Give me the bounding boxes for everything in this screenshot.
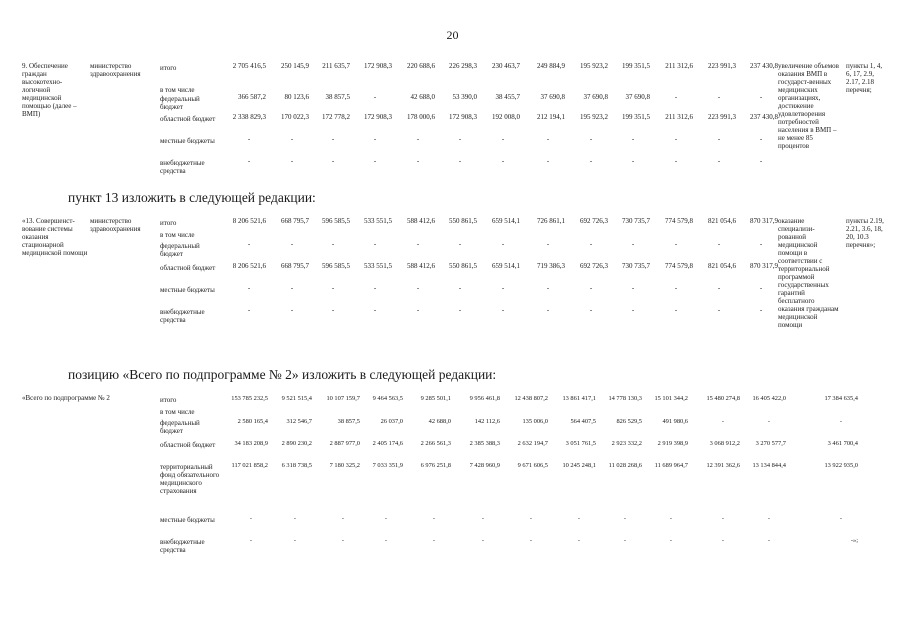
section9-cell: 37 690,8 [540, 93, 565, 101]
section9-cell: 38 857,5 [325, 93, 350, 101]
total-cell: 6 318 738,5 [281, 462, 312, 469]
total-cell: 17 384 635,4 [824, 395, 858, 402]
total-cell: 26 037,0 [380, 418, 403, 425]
section13-name: «13. Совершенст-вование системы оказания стационарной медицинской помощи [22, 217, 88, 257]
total-cell: 2 890 230,2 [281, 440, 312, 447]
section9-cell: 42 688,0 [410, 93, 435, 101]
total-cell: 11 028 268,6 [608, 462, 642, 469]
section9-cell: 212 194,1 [537, 113, 565, 121]
section13-cell: 588 412,6 [407, 262, 435, 270]
total-cell: 13 861 417,1 [562, 395, 596, 402]
section13-row-label: итого [160, 219, 177, 227]
total-cell: 142 112,6 [474, 418, 500, 425]
section9-cell: 226 298,3 [449, 62, 477, 70]
section13-cell: - [546, 284, 550, 292]
section13-cell: - [717, 240, 721, 248]
section13-cell: 730 735,7 [622, 262, 650, 270]
total-cell: 12 391 362,6 [706, 462, 740, 469]
section13-cell: - [631, 240, 635, 248]
section13-cell: - [759, 240, 763, 248]
section13-cell: - [331, 240, 335, 248]
total-cell: 3 051 761,5 [565, 440, 596, 447]
total-cell: 9 521 515,4 [281, 395, 312, 402]
section9-cell: 237 430,8 [750, 113, 778, 121]
total-cell: 2 919 398,9 [657, 440, 688, 447]
section13-cell: - [674, 306, 678, 314]
section9-cell: - [458, 157, 462, 165]
section9-cell: - [373, 93, 377, 101]
section13-result: оказание специализи-рованной медицинской помощи в соответствии с территориальной программой государственных гарантий бесплатного оказания гражданам медицинской помощи [778, 217, 839, 329]
section13-points: пункты 2.19, 2.21, 3.6, 18, 20, 10.3 перечня»; [846, 217, 884, 249]
section13-cell: 659 514,1 [492, 217, 520, 225]
section13-cell: 588 412,6 [407, 217, 435, 225]
section13-cell: - [373, 306, 377, 314]
section13-cell: 533 551,5 [364, 217, 392, 225]
section13-cell: - [717, 306, 721, 314]
section13-cell: 774 579,8 [665, 262, 693, 270]
section9-cell: 38 455,7 [495, 93, 520, 101]
section9-row-label: областной бюджет [160, 115, 216, 123]
section9-executor: министерство здравоохранения [90, 62, 141, 78]
section13-cell: 719 386,3 [537, 262, 565, 270]
section13-cell: - [589, 284, 593, 292]
total-cell: - [432, 515, 436, 522]
section13-cell: - [416, 284, 420, 292]
section13-cell: - [247, 240, 251, 248]
section13-cell: - [373, 240, 377, 248]
section9-cell: 199 351,5 [622, 62, 650, 70]
section13-cell: 870 317,9 [750, 217, 778, 225]
total-cell: - [623, 515, 627, 522]
section13-cell: - [759, 284, 763, 292]
section9-cell: 230 463,7 [492, 62, 520, 70]
total-row-label: областной бюджет [160, 441, 216, 449]
section9-cell: 366 587,2 [238, 93, 266, 101]
total-cell: - [481, 515, 485, 522]
section13-cell: 596 585,5 [322, 217, 350, 225]
total-cell: 2 887 977,0 [329, 440, 360, 447]
total-cell: - [529, 537, 533, 544]
total-cell: 10 245 248,1 [562, 462, 596, 469]
total-cell: - [293, 537, 297, 544]
total-cell: - [577, 515, 581, 522]
total-row-label: итого [160, 396, 177, 404]
section9-cell: 37 690,8 [583, 93, 608, 101]
section13-cell: - [290, 240, 294, 248]
section13-cell: 550 861,5 [449, 262, 477, 270]
section9-result: увеличение объемов оказания ВМП в государст-венных медицинских организациях, достижение удовлетворения потребностей населения в ВМП – не менее 85 процентов [778, 62, 839, 150]
section9-cell: - [416, 135, 420, 143]
heading-point-13: пункт 13 изложить в следующей редакции: [68, 190, 316, 205]
section13-cell: - [290, 284, 294, 292]
section13-cell: 550 861,5 [449, 217, 477, 225]
section9-cell: - [759, 135, 763, 143]
total-cell: - [384, 515, 388, 522]
section9-cell: 192 008,0 [492, 113, 520, 121]
section13-executor: министерство здравоохранения [90, 217, 141, 233]
section13-cell: - [501, 284, 505, 292]
section13-cell: - [674, 284, 678, 292]
total-cell: 13 922 935,0 [824, 462, 858, 469]
section9-cell: - [458, 135, 462, 143]
section9-cell: - [331, 135, 335, 143]
section9-cell: 172 908,3 [364, 62, 392, 70]
section13-cell: - [458, 284, 462, 292]
section9-cell: - [247, 157, 251, 165]
total-row-label: в том числе [160, 408, 195, 416]
section9-row-label: местные бюджеты [160, 137, 215, 145]
section9-cell: - [546, 135, 550, 143]
section9-cell: - [759, 93, 763, 101]
section13-cell: 821 054,6 [708, 217, 736, 225]
total-cell: 34 183 208,9 [234, 440, 268, 447]
section9-cell: - [373, 135, 377, 143]
section9-cell: - [546, 157, 550, 165]
section9-cell: - [589, 157, 593, 165]
total-cell: - [721, 537, 725, 544]
total-cell: - [341, 515, 345, 522]
total-cell: 3 270 577,7 [755, 440, 786, 447]
section9-cell: 80 123,6 [284, 93, 309, 101]
total-name: «Всего по подпрограмме № 2 [22, 394, 110, 402]
total-cell: - [432, 537, 436, 544]
section9-cell: - [290, 135, 294, 143]
total-cell: 11 689 964,7 [654, 462, 688, 469]
total-cell: - [669, 515, 673, 522]
section13-cell: 8 206 521,6 [232, 262, 266, 270]
total-cell: 6 976 251,8 [420, 462, 451, 469]
total-cell: 9 671 606,5 [517, 462, 548, 469]
section13-cell: 668 795,7 [281, 217, 309, 225]
section9-cell: - [631, 135, 635, 143]
section13-cell: 726 861,1 [537, 217, 565, 225]
section9-cell: 37 690,8 [625, 93, 650, 101]
total-cell: 9 956 461,8 [469, 395, 500, 402]
section9-cell: 250 145,9 [281, 62, 309, 70]
total-cell: 12 438 807,2 [514, 395, 548, 402]
section9-cell: 178 000,6 [407, 113, 435, 121]
section13-row-label: местные бюджеты [160, 286, 215, 294]
section13-cell: 774 579,8 [665, 217, 693, 225]
section13-cell: - [717, 284, 721, 292]
total-cell: - [669, 537, 673, 544]
section9-cell: 199 351,5 [622, 113, 650, 121]
total-cell: - [767, 418, 771, 425]
section9-cell: - [290, 157, 294, 165]
section13-cell: - [589, 240, 593, 248]
section9-cell: 223 991,3 [708, 113, 736, 121]
section13-row-label: областной бюджет [160, 264, 216, 272]
section13-cell: 8 206 521,6 [232, 217, 266, 225]
section9-cell: - [589, 135, 593, 143]
total-cell: 826 529,5 [616, 418, 642, 425]
section9-cell: - [373, 157, 377, 165]
total-cell: -»; [850, 537, 858, 544]
total-cell: - [721, 418, 725, 425]
total-cell: - [839, 515, 843, 522]
total-cell: 14 778 130,3 [608, 395, 642, 402]
total-cell: 3 068 912,2 [709, 440, 740, 447]
section9-cell: 170 022,3 [281, 113, 309, 121]
section13-cell: - [373, 284, 377, 292]
total-cell: 2 923 332,2 [611, 440, 642, 447]
total-cell: 10 107 159,7 [326, 395, 360, 402]
total-cell: 7 033 351,9 [372, 462, 403, 469]
section13-cell: 730 735,7 [622, 217, 650, 225]
total-cell: 38 857,5 [337, 418, 360, 425]
total-row-label: федеральный бюджет [160, 419, 200, 435]
section9-row-label: итого [160, 64, 177, 72]
total-cell: - [384, 537, 388, 544]
section13-cell: - [501, 306, 505, 314]
section13-cell: - [546, 240, 550, 248]
section13-cell: - [458, 306, 462, 314]
total-row-label: территориальный фонд обязательного медицинского страхования [160, 463, 220, 495]
total-cell: 135 006,0 [522, 418, 548, 425]
heading-total: позицию «Всего по подпрограмме № 2» изложить в следующей редакции: [68, 367, 497, 382]
section9-cell: - [759, 157, 763, 165]
section13-cell: 870 317,9 [750, 262, 778, 270]
total-cell: 2 266 561,3 [420, 440, 451, 447]
total-cell: - [577, 537, 581, 544]
section9-cell: 223 991,3 [708, 62, 736, 70]
total-row-label: внебюджетные средства [160, 538, 205, 554]
total-cell: 564 407,5 [570, 418, 596, 425]
total-cell: 9 464 563,5 [372, 395, 403, 402]
page-number: 20 [446, 28, 459, 42]
total-cell: - [623, 537, 627, 544]
section9-cell: - [717, 157, 721, 165]
section13-cell: - [416, 306, 420, 314]
section9-cell: 211 312,6 [665, 113, 693, 121]
section13-cell: 692 726,3 [580, 262, 608, 270]
section9-cell: - [674, 157, 678, 165]
total-cell: 2 580 165,4 [237, 418, 268, 425]
section13-cell: 596 585,5 [322, 262, 350, 270]
section13-cell: - [759, 306, 763, 314]
section9-cell: - [501, 135, 505, 143]
section9-cell: - [631, 157, 635, 165]
total-cell: 15 480 274,8 [706, 395, 740, 402]
section13-cell: - [331, 306, 335, 314]
total-cell: 117 021 858,2 [231, 462, 268, 469]
section9-cell: - [717, 135, 721, 143]
section9-cell: 195 923,2 [580, 62, 608, 70]
total-cell: - [249, 537, 253, 544]
total-cell: 13 134 844,4 [752, 462, 786, 469]
total-cell: 153 785 232,5 [231, 395, 268, 402]
section9-cell: 211 635,7 [322, 62, 350, 70]
section13-cell: 821 054,6 [708, 262, 736, 270]
section13-cell: 533 551,5 [364, 262, 392, 270]
section13-cell: - [501, 240, 505, 248]
section13-cell: - [331, 284, 335, 292]
section9-cell: - [416, 157, 420, 165]
section9-cell: - [501, 157, 505, 165]
section9-row-label: в том числе [160, 86, 195, 94]
total-cell: 2 405 174,6 [372, 440, 403, 447]
section9-cell: - [674, 93, 678, 101]
total-cell: 491 980,6 [662, 418, 688, 425]
section9-cell: 220 688,6 [407, 62, 435, 70]
section13-row-label: федеральный бюджет [160, 242, 200, 258]
total-cell: - [529, 515, 533, 522]
section9-cell: 53 390,0 [452, 93, 477, 101]
section9-cell: 211 312,6 [665, 62, 693, 70]
section9-row-label: внебюджетные средства [160, 159, 205, 175]
total-cell: - [767, 515, 771, 522]
section13-cell: - [589, 306, 593, 314]
section13-cell: - [290, 306, 294, 314]
total-cell: 7 180 325,2 [329, 462, 360, 469]
total-cell: 16 405 422,0 [752, 395, 786, 402]
total-cell: 15 101 344,2 [654, 395, 688, 402]
section9-cell: 172 908,3 [449, 113, 477, 121]
total-cell: - [481, 537, 485, 544]
section9-cell: 237 430,8 [750, 62, 778, 70]
section13-cell: - [631, 284, 635, 292]
section9-cell: 172 908,3 [364, 113, 392, 121]
section9-points: пункты 1, 4, 6, 17, 2.9, 2.17, 2.18 перечня; [846, 62, 883, 94]
total-cell: - [721, 515, 725, 522]
section9-cell: - [331, 157, 335, 165]
section13-cell: - [546, 306, 550, 314]
section9-cell: 2 338 829,3 [232, 113, 266, 121]
section13-cell: - [631, 306, 635, 314]
section13-cell: - [247, 306, 251, 314]
total-cell: 7 428 960,9 [469, 462, 500, 469]
total-cell: 2 385 388,3 [469, 440, 500, 447]
total-cell: 3 461 700,4 [827, 440, 858, 447]
total-cell: - [767, 537, 771, 544]
section13-row-label: в том числе [160, 231, 195, 239]
section9-cell: 172 778,2 [322, 113, 350, 121]
section13-cell: - [458, 240, 462, 248]
section9-cell: - [717, 93, 721, 101]
total-cell: 312 546,7 [286, 418, 312, 425]
section9-cell: 2 705 416,5 [232, 62, 266, 70]
total-cell: 2 632 194,7 [517, 440, 548, 447]
total-cell: - [293, 515, 297, 522]
section13-cell: - [416, 240, 420, 248]
section13-cell: - [674, 240, 678, 248]
section13-cell: 659 514,1 [492, 262, 520, 270]
section9-cell: 195 923,2 [580, 113, 608, 121]
section13-cell: - [247, 284, 251, 292]
total-cell: - [341, 537, 345, 544]
section9-cell: - [247, 135, 251, 143]
total-row-label: местные бюджеты [160, 516, 215, 524]
section9-row-label: федеральный бюджет [160, 95, 200, 111]
section13-row-label: внебюджетные средства [160, 308, 205, 324]
section13-cell: 692 726,3 [580, 217, 608, 225]
section9-cell: - [674, 135, 678, 143]
total-cell: 9 285 501,1 [420, 395, 451, 402]
section9-cell: 249 884,9 [537, 62, 565, 70]
total-cell: 42 688,0 [428, 418, 451, 425]
total-cell: - [249, 515, 253, 522]
section9-name: 9. Обеспечение граждан высокотехно-логичной медицинской помощью (далее – ВМП) [22, 62, 77, 118]
section13-cell: 668 795,7 [281, 262, 309, 270]
total-cell: - [839, 418, 843, 425]
